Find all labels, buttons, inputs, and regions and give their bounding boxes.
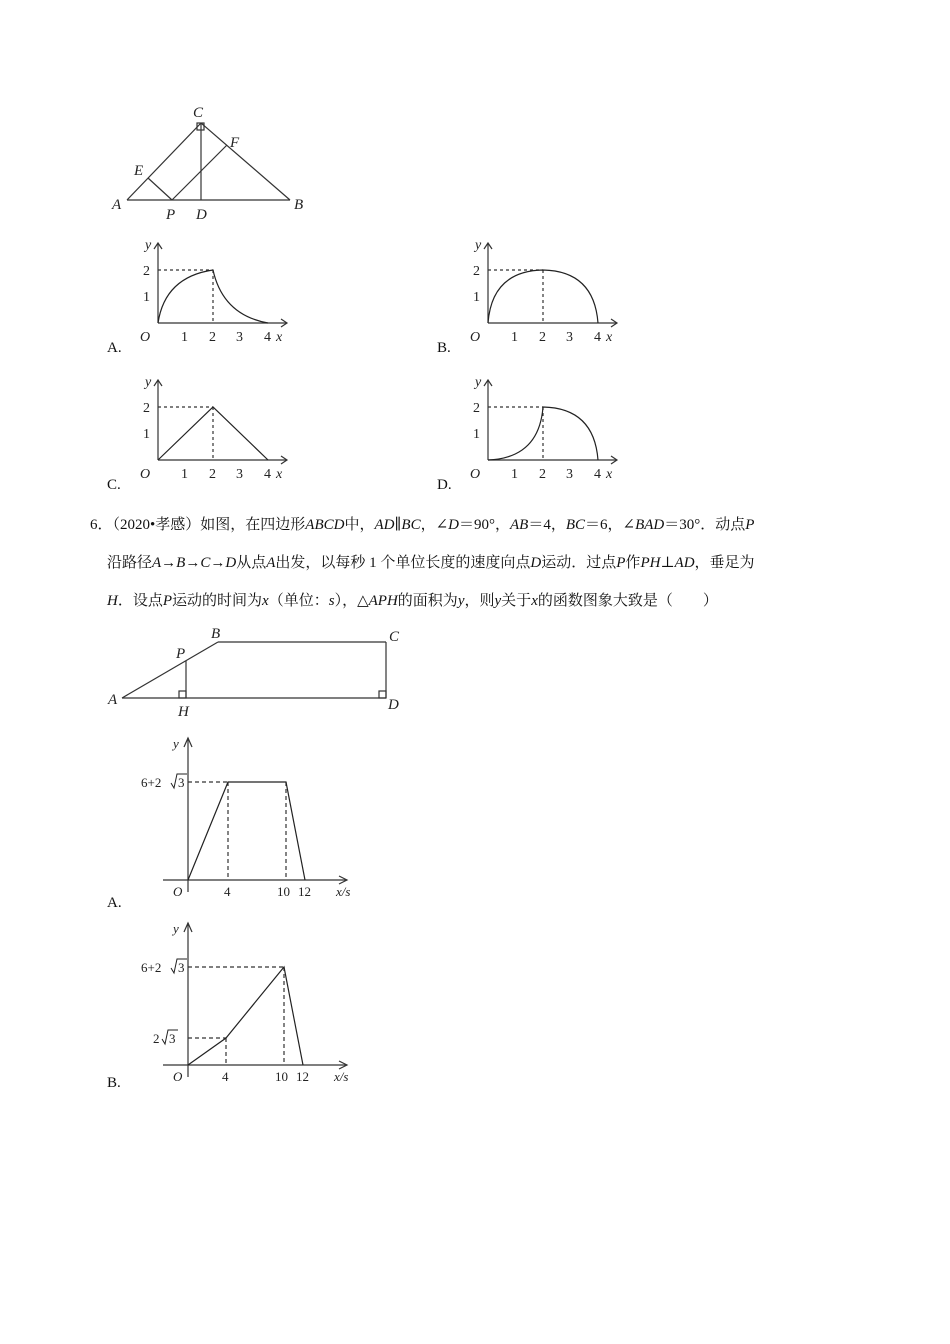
tick-x-4: 4 (264, 330, 271, 345)
q6-path: A→B→C→D (152, 555, 237, 571)
tick-y-2: 2 (473, 264, 480, 279)
q6-text: 作 (625, 555, 641, 571)
tick-x-4: 4 (224, 884, 231, 899)
axis-x-label: x/s (334, 1069, 349, 1084)
tick-y-1: 1 (473, 427, 480, 442)
label-C: C (193, 105, 204, 121)
q6-var: x (262, 593, 269, 609)
tick-x-4: 4 (594, 330, 601, 345)
axis-y-label: y (475, 238, 482, 253)
q6-var: x (531, 593, 538, 609)
q6-text: ），△ (334, 593, 369, 609)
q6-trapezoid-figure (100, 622, 420, 722)
q6-line-2 (107, 544, 897, 582)
tick-x-1: 1 (511, 330, 518, 345)
tick-y-2: 2 (143, 264, 150, 279)
q6-text: 出发，以每秒 1 个单位长度的速度向点 (275, 555, 531, 571)
tick-x-2: 2 (209, 330, 216, 345)
q6-var: PH (640, 555, 661, 571)
q5-graph-a (135, 235, 295, 345)
label-D: D (388, 697, 399, 713)
q6-var: BC (401, 517, 421, 533)
q5-graph-d (465, 372, 625, 482)
label-P: P (166, 207, 176, 223)
label-E: E (134, 163, 144, 179)
q5-triangle-figure (100, 95, 320, 225)
q6-var: y (494, 593, 502, 609)
label-B: B (294, 197, 304, 213)
tick-y-1: 1 (143, 427, 150, 442)
tick-y-2: 2 (143, 401, 150, 416)
label-A: A (112, 197, 122, 213)
tick-x-2: 2 (539, 330, 546, 345)
tick-x-1: 1 (511, 467, 518, 482)
label-P: P (176, 646, 186, 662)
q6-text: 沿路径 (107, 555, 153, 571)
perp-symbol: ⊥ (660, 555, 675, 571)
tick-x-4: 4 (222, 1069, 229, 1084)
q6-text: ，垂足为 (694, 555, 755, 571)
q6-var: D (448, 517, 460, 533)
q6-text: （单位： (268, 593, 329, 609)
q6-text: 运动的时间为 (172, 593, 263, 609)
q6-var: BAD (635, 517, 665, 533)
q5-option-b[interactable]: B. (437, 340, 451, 356)
axis-x-label: x (606, 467, 613, 482)
tick-x-4: 4 (594, 467, 601, 482)
q6-var: y (457, 593, 465, 609)
q6-var: A (266, 555, 276, 571)
label-H: H (178, 704, 189, 720)
q6-text: 如图，在四边形 (200, 517, 306, 533)
q6-curve-a (188, 782, 305, 880)
label-C: C (389, 629, 400, 645)
axis-y-label: y (145, 375, 152, 390)
q6-graph-a (135, 730, 365, 905)
tick-y-top: 6+2 (141, 775, 162, 790)
origin-label: O (140, 330, 151, 345)
axis-y-label: y (475, 375, 482, 390)
q6-var: ABCD (305, 517, 345, 533)
q6-var: P (616, 555, 626, 571)
q6-text: ＝6，∠ (585, 517, 636, 533)
tick-y-top-radicand: 3 (178, 775, 185, 790)
origin-label: O (470, 467, 481, 482)
q6-option-b[interactable]: B. (107, 1075, 121, 1091)
tick-x-3: 3 (566, 467, 573, 482)
q6-var: AD (374, 517, 395, 533)
parallel-symbol: ∥ (394, 517, 402, 533)
tick-x-3: 3 (236, 330, 243, 345)
q6-text: ．设点 (117, 593, 163, 609)
q6-text: 的面积为 (397, 593, 458, 609)
q6-var: P (162, 593, 173, 609)
q6-text: ＝4， (528, 517, 566, 533)
tick-x-1: 1 (181, 330, 188, 345)
q6-text: ，则 (464, 593, 495, 609)
tick-x-10: 10 (277, 884, 290, 899)
origin-label: O (173, 884, 183, 899)
tick-y-mid-radicand: 3 (169, 1031, 176, 1046)
label-F: F (230, 135, 240, 151)
q6-curve-b (188, 967, 303, 1065)
q6-text: 的函数图象大致是（ ） (537, 593, 718, 609)
q5-option-d[interactable]: D. (437, 477, 452, 493)
label-B: B (211, 626, 221, 642)
tick-y-mid: 2 (153, 1031, 160, 1046)
origin-label: O (173, 1069, 183, 1084)
q6-text: ，∠ (420, 517, 449, 533)
tick-x-12: 12 (296, 1069, 309, 1084)
q6-var: AD (674, 555, 695, 571)
tick-x-2: 2 (209, 467, 216, 482)
tick-x-3: 3 (236, 467, 243, 482)
tick-x-10: 10 (275, 1069, 288, 1084)
tick-x-12: 12 (298, 884, 311, 899)
axis-y-label: y (173, 921, 179, 936)
q6-var: APH (368, 593, 398, 609)
q6-line-3 (107, 582, 897, 620)
tick-y-1: 1 (473, 290, 480, 305)
tick-x-1: 1 (181, 467, 188, 482)
tick-y-top: 6+2 (141, 960, 162, 975)
q5-graph-b (465, 235, 625, 345)
q6-var: D (530, 555, 542, 571)
q6-line-1 (90, 506, 880, 544)
q6-text: ＝30°．动点 (664, 517, 746, 533)
tick-x-3: 3 (566, 330, 573, 345)
tick-y-2: 2 (473, 401, 480, 416)
q6-source: （2020•孝感） (112, 517, 201, 533)
label-A: A (108, 692, 118, 708)
axis-x-label: x (606, 330, 613, 345)
q6-option-a[interactable]: A. (107, 895, 122, 911)
q6-text: 运动．过点 (541, 555, 617, 571)
q6-text: ＝90°， (459, 517, 511, 533)
axis-x-label: x/s (336, 884, 351, 899)
q6-var: BC (565, 517, 586, 533)
tick-x-4: 4 (264, 467, 271, 482)
q6-number: 6． (90, 517, 113, 533)
q6-graph-b (135, 915, 365, 1090)
axis-y-label: y (173, 736, 179, 751)
q5-option-c[interactable]: C. (107, 477, 121, 493)
q6-var: P (745, 517, 755, 533)
tick-x-2: 2 (539, 467, 546, 482)
q6-var: H (107, 593, 118, 609)
q6-text: 中， (344, 517, 375, 533)
q6-var: AB (510, 517, 529, 533)
axis-y-label: y (145, 238, 152, 253)
tick-y-1: 1 (143, 290, 150, 305)
label-D: D (196, 207, 207, 223)
origin-label: O (140, 467, 151, 482)
q6-text: 关于 (501, 593, 532, 609)
origin-label: O (470, 330, 481, 345)
q5-option-a[interactable]: A. (107, 340, 122, 356)
axis-x-label: x (276, 467, 283, 482)
q5-graph-c (135, 372, 295, 482)
q6-text: 从点 (236, 555, 267, 571)
axis-x-label: x (276, 330, 283, 345)
q6-var: s (328, 593, 335, 609)
tick-y-top-radicand: 3 (178, 960, 185, 975)
